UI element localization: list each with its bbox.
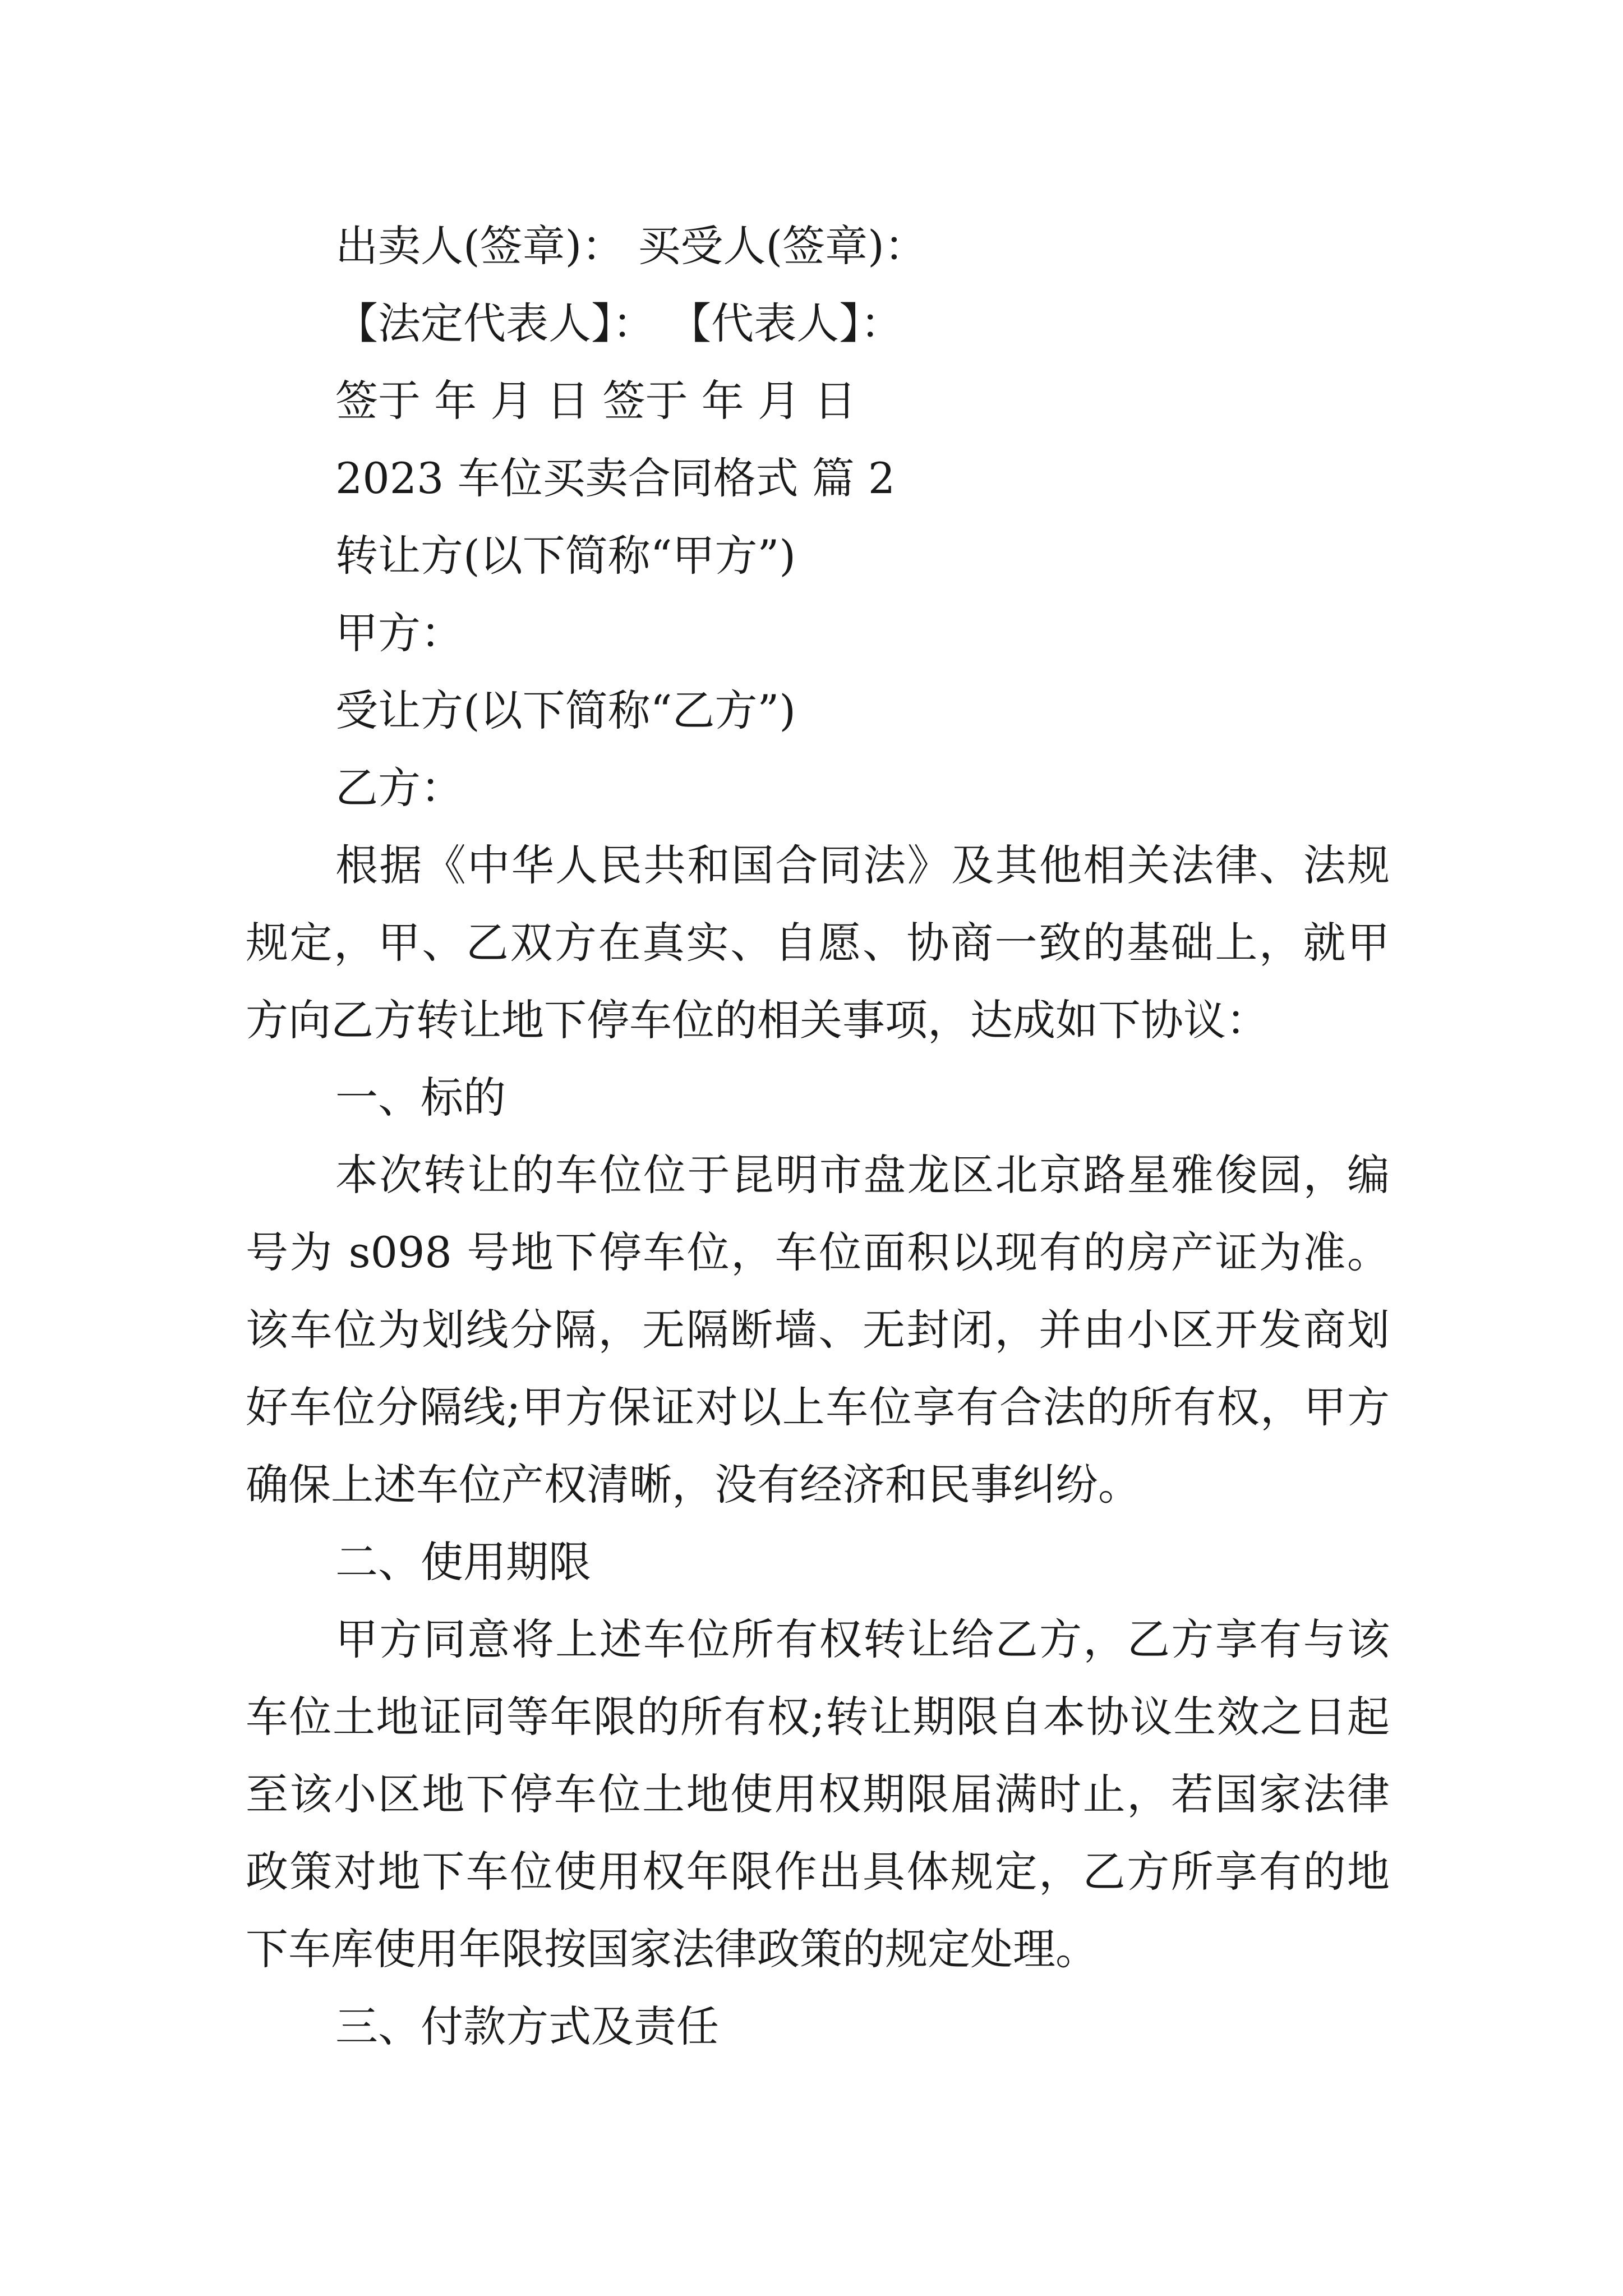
representatives-line: 【法定代表人】： 【代表人】： <box>335 298 903 348</box>
party-a-line: 甲方： <box>335 608 463 658</box>
transferee-line: 受让方(以下简称“乙方”) <box>335 685 796 735</box>
heading-usage-period: 二、使用期限 <box>335 1537 591 1587</box>
subject-paragraph: 本次转让的车位位于昆明市盘龙区北京路星雅俊园，编号为 s098 号地下停车位，车位面积以现有的房产证为准。该车位为划线分隔，无隔断墙、无封闭，并由小区开发商划好车位分隔线;甲方保证对以上车位享有合法的所有权，甲方确保上述车位产权清晰，没有经济和民事纠纷。 <box>246 1150 1390 1510</box>
heading-subject: 一、标的 <box>335 1073 506 1122</box>
preamble-paragraph: 根据《中华人民共和国合同法》及其他相关法律、法规规定，甲、乙双方在真实、自愿、协商一致的基础上，就甲方向乙方转让地下停车位的相关事项，达成如下协议： <box>246 840 1390 1045</box>
document-body <box>246 208 1390 2065</box>
heading-payment: 三、付款方式及责任 <box>335 2001 719 2051</box>
usage-period-paragraph: 甲方同意将上述车位所有权转让给乙方，乙方享有与该车位土地证同等年限的所有权;转让期限自本协议生效之日起至该小区地下停车位土地使用权期限届满时止，若国家法律政策对地下车位使用权年限作出具体规定，乙方所享有的地下车库使用年限按国家法律政策的规定处理。 <box>246 1614 1390 1974</box>
transferor-line: 转让方(以下简称“甲方”) <box>335 531 796 581</box>
section-title: 2023 车位买卖合同格式 篇 2 <box>335 453 896 503</box>
seller-buyer-signature-line: 出卖人(签章)： 买受人(签章)： <box>335 221 927 271</box>
signing-dates-line: 签于 年 月 日 签于 年 月 日 <box>335 376 857 426</box>
party-b-line: 乙方： <box>335 763 463 813</box>
